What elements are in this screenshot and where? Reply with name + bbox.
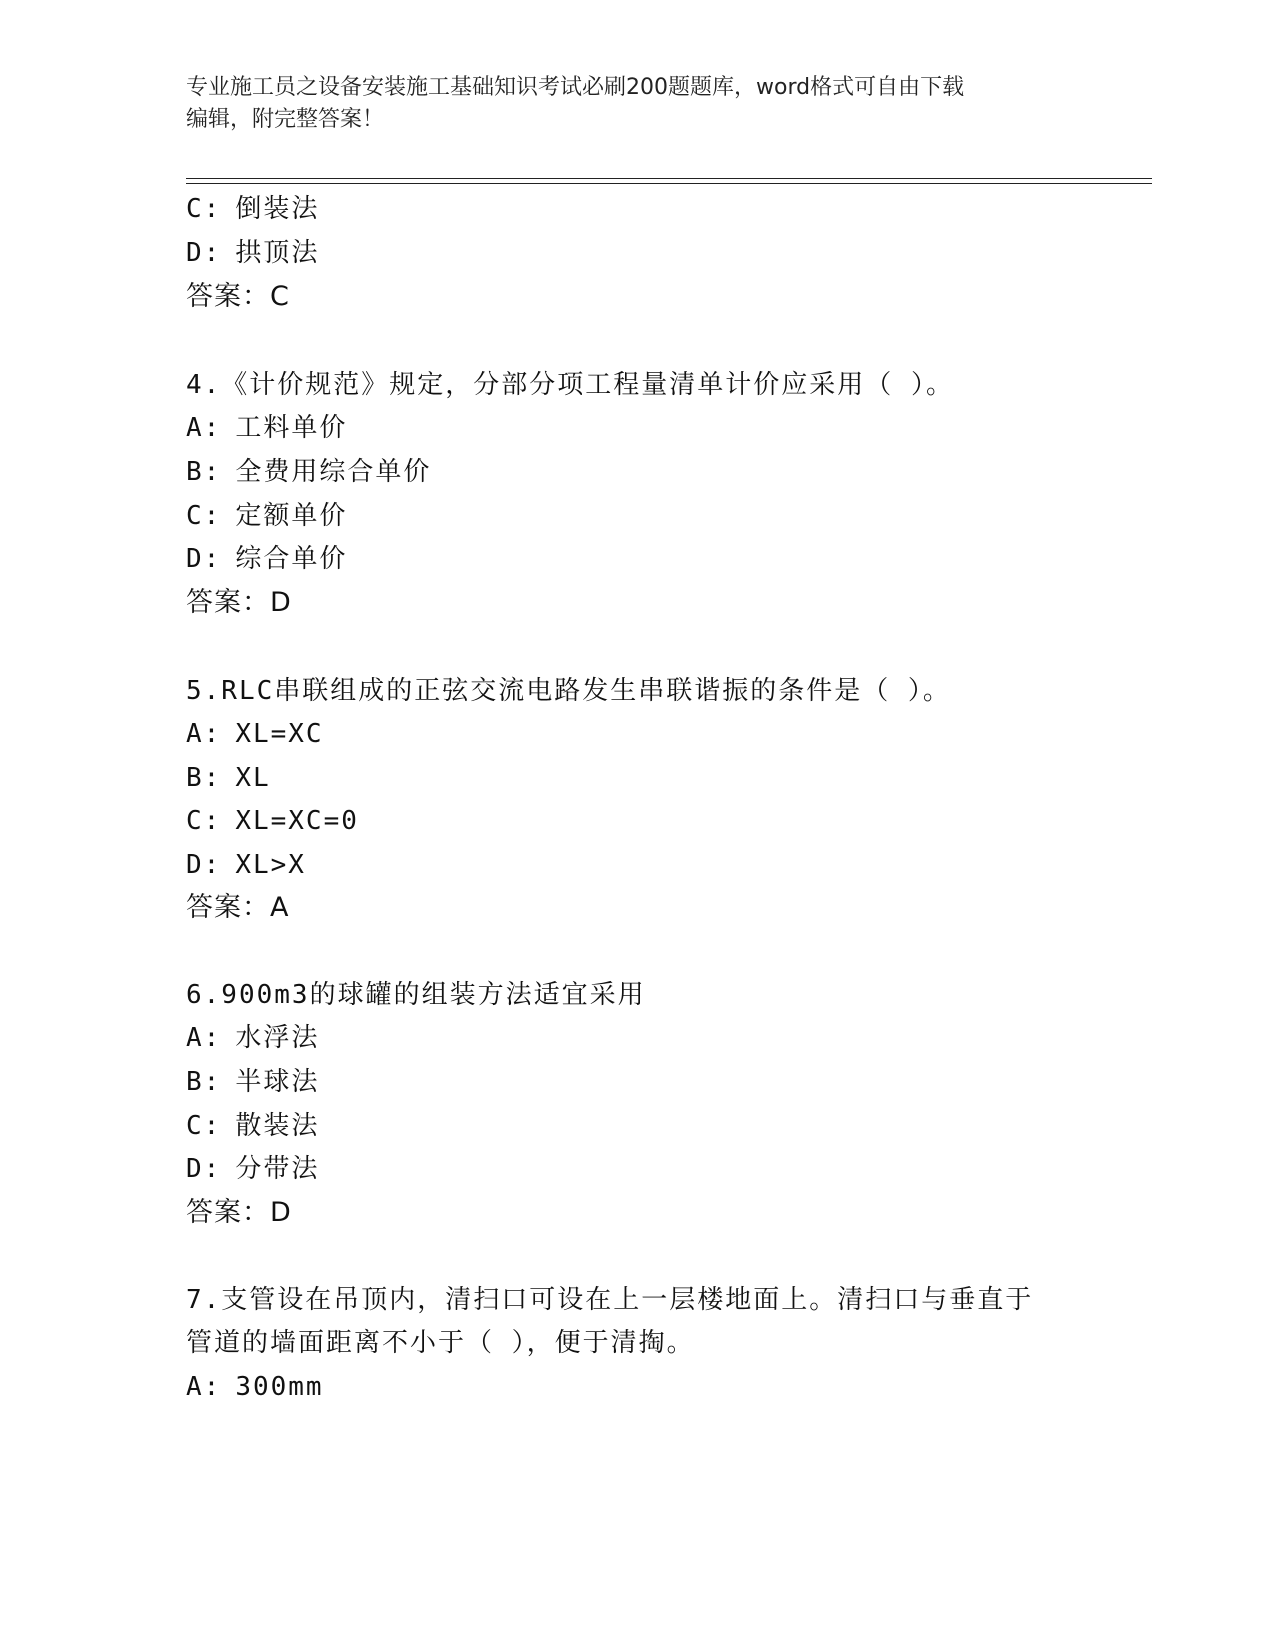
q7-question-line-2: 管道的墙面距离不小于（ ），便于清掏。 [186,1328,695,1358]
option-text: XL=XC=0 [235,806,359,836]
q6-question: 6.900m3的球罐的组装方法适宜采用 [186,980,646,1010]
header-divider-bottom [186,183,1152,184]
option-text: XL=XC [235,719,324,749]
option-label: C: [186,806,222,836]
option-label: A: [186,719,222,749]
q6-option-d [186,1152,319,1186]
option-label: C: [186,501,222,531]
q5-answer: 答案：A [186,892,290,923]
option-text: 工料单价 [235,413,348,443]
q7-question-line-1: 7.支管设在吊顶内，清扫口可设在上一层楼地面上。清扫口与垂直于 [186,1285,1034,1315]
option-label: A: [186,1372,222,1402]
option-text: 拱顶法 [235,238,320,268]
q6-option-a [186,1021,319,1055]
q4-answer: 答案：D [186,587,292,618]
q4-option-b [186,455,431,489]
document-header [186,72,1086,136]
option-text: 全费用综合单价 [235,457,432,487]
option-label: D: [186,1154,222,1184]
q5-option-d [186,848,306,882]
option-label: B: [186,1067,222,1097]
header-divider-top [186,178,1152,179]
q6-option-c [186,1109,319,1143]
option-label: C: [186,1111,222,1141]
option-text: 定额单价 [235,501,348,531]
option-text: 分带法 [235,1154,320,1184]
option-text: XL>X [235,850,306,880]
option-text: 300mm [235,1372,324,1402]
option-text: 半球法 [235,1067,320,1097]
q4-option-a [186,411,347,445]
option-label: C: [186,194,222,224]
option-text: 综合单价 [235,544,348,574]
option-label: D: [186,238,222,268]
option-text: XL [235,763,271,793]
q7-option-a [186,1370,324,1404]
q3-answer: 答案：C [186,281,290,312]
q3-option-c [186,192,319,226]
option-text: 倒装法 [235,194,320,224]
option-label: A: [186,1023,222,1053]
q4-option-c [186,499,347,533]
option-text: 散装法 [235,1111,320,1141]
q6-option-b [186,1065,319,1099]
q5-option-a [186,717,324,751]
q5-option-c [186,804,359,838]
q4-question: 4.《计价规范》规定，分部分项工程量清单计价应采用（ ）。 [186,370,954,400]
option-label: B: [186,457,222,487]
option-text: 水浮法 [235,1023,320,1053]
option-label: D: [186,850,222,880]
q5-option-b [186,761,271,795]
option-label: B: [186,763,222,793]
q5-question: 5.RLC串联组成的正弦交流电路发生串联谐振的条件是（ ）。 [186,676,951,706]
q3-option-d [186,236,319,270]
header-line-2: 编辑，附完整答案！ [186,107,385,132]
header-line-1: 专业施工员之设备安装施工基础知识考试必刷200题题库，word格式可自由下载 [186,75,965,100]
q4-option-d [186,542,347,576]
option-label: A: [186,413,222,443]
q6-answer: 答案：D [186,1197,292,1228]
option-label: D: [186,544,222,574]
